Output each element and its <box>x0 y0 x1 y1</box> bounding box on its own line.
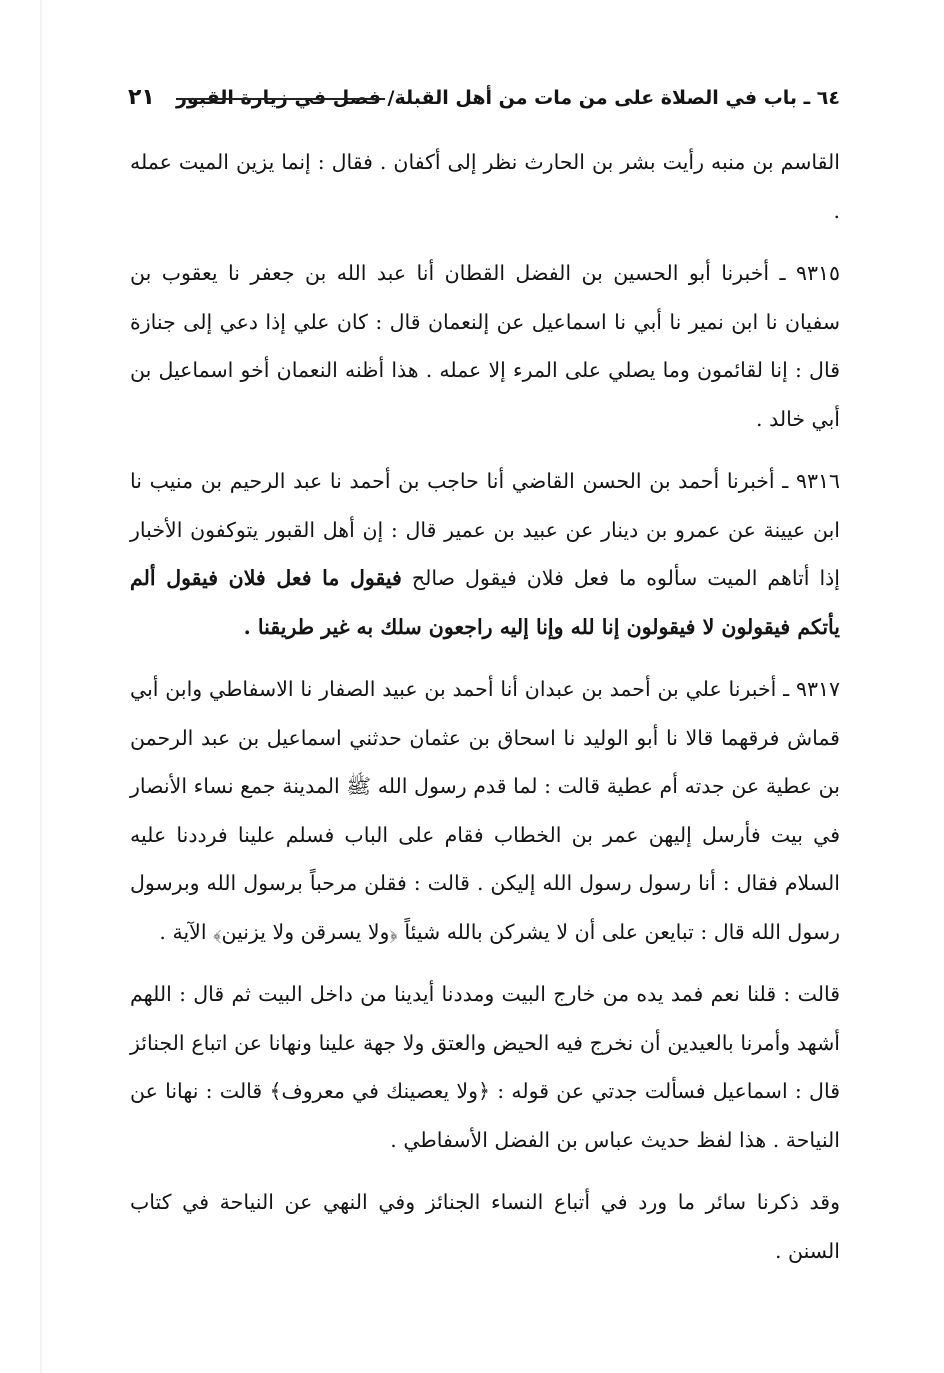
page-body <box>130 138 840 1275</box>
paragraph-text: وقد ذكرنا سائر ما ورد في أتباع النساء الجنائز وفي النهي عن النياحة في كتاب السنن . <box>130 1190 840 1263</box>
chapter-title: ٦٤ ـ باب في الصلاة على من مات من أهل القبلة/ فصل في زيارة القبور <box>175 87 840 109</box>
hadith-9315 <box>130 249 840 443</box>
scan-artifact <box>40 0 42 1373</box>
page-number: ٢١ <box>128 85 155 110</box>
paragraph-text: ٩٣١٦ ـ أخبرنا أحمد بن الحسن القاضي أنا حاجب بن أحمد نا عبد الرحيم بن منيب نا ابن عيينة عن عمرو بن دينار عن عبيد بن عمير قال : إن أهل القبور يتوكفون الأخبار إذا أتاهم الميت سألوه ما فعل فلان فيقول صالح <box>130 469 840 590</box>
paragraph-text: ٩٣١٥ ـ أخبرنا أبو الحسين بن الفضل القطان أنا عبد الله بن جعفر نا يعقوب بن سفيان نا ابن نمير نا أبي نا اسماعيل عن إلنعمان قال : كان علي إذا دعي إلى جنازة قال : إنا لقائمون وما يصلي على المرء إلا عمله . هذا أظنه النعمان أخو اسماعيل بن أبي خالد . <box>130 261 840 431</box>
closing-note <box>130 1178 840 1275</box>
hadith-9316 <box>130 457 840 651</box>
paragraph-bold-text: فيقول ما فعل فلان فيقول ألم يأتكم فيقولون لا فيقولون إنا لله وإنا إليه راجعون سلك به غير طريقنا . <box>130 566 840 639</box>
paragraph-text: القاسم بن منبه رأيت بشر بن الحارث نظر إلى أكفان . فقال : إنما يزين الميت عمله . <box>130 150 840 223</box>
hadith-9317 <box>130 665 840 956</box>
paragraph-continuation-2 <box>130 970 840 1164</box>
paragraph-text: ٩٣١٧ ـ أخبرنا علي بن أحمد بن عبدان أنا أحمد بن عبيد الصفار نا الاسفاطي وابن أبي قماش فرقهما قالا نا أبو الوليد نا اسحاق بن عثمان حدثني اسماعيل بن عبد الرحمن بن عطية عن جدته أم عطية قالت : لما قدم رسول الله ﷺ المدينة جمع نساء الأنصار في بيت فأرسل إليهن عمر بن الخطاب فقام على الباب فسلم علينا فرددنا عليه السلام فقال : أنا رسول رسول الله إليكن . قالت : فقلن مرحباً برسول الله وبرسول رسول الله قال : تبايعن على أن لا يشركن بالله شيئاً ﴿ولا يسرقن ولا يزنين﴾ الآية . <box>130 677 840 944</box>
running-header <box>128 82 840 122</box>
paragraph-continuation <box>130 138 840 235</box>
header-rule <box>176 98 385 100</box>
paragraph-text: قالت : قلنا نعم فمد يده من خارج البيت ومددنا أيدينا من داخل البيت ثم قال : اللهم أشهد وأمرنا بالعيدين أن نخرج فيه الحيض والعتق ولا جهة علينا ونهانا عن اتباع الجنائز قال : اسماعيل فسألت جدتي عن قوله : ﴿ولا يعصينك في معروف﴾ قالت : نهانا عن النياحة . هذا لفظ حديث عباس بن الفضل الأسفاطي . <box>130 982 840 1152</box>
